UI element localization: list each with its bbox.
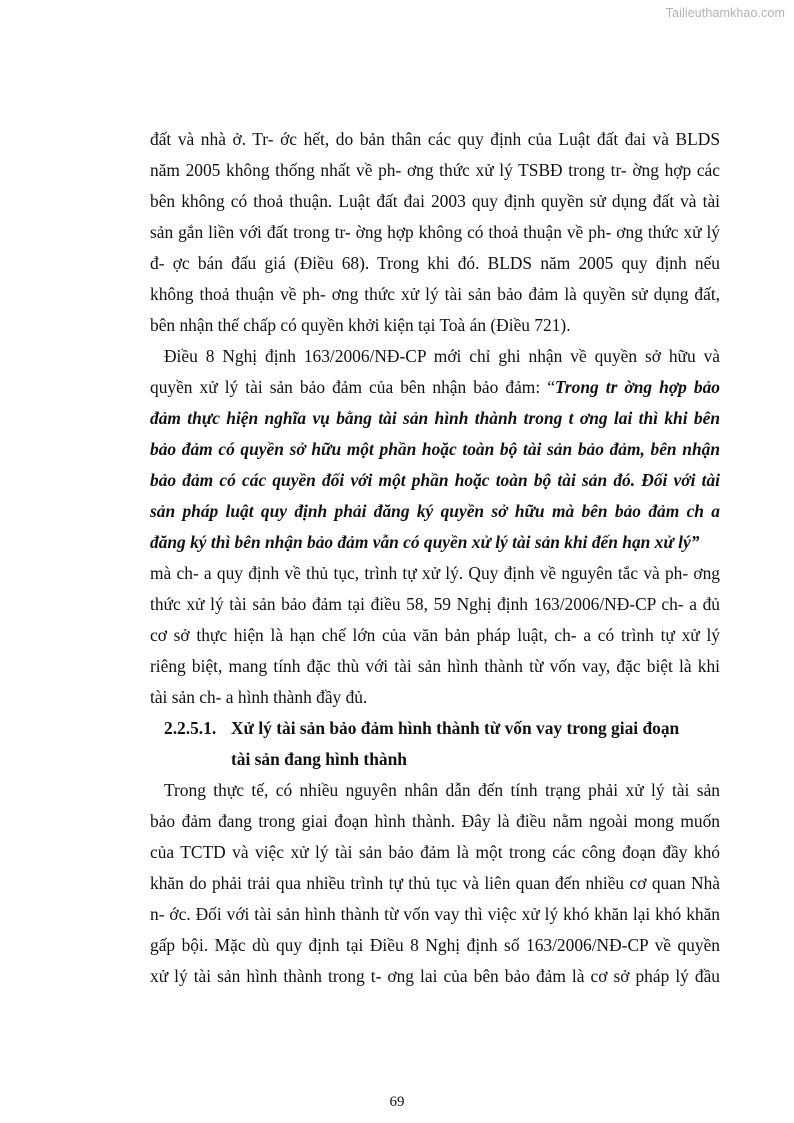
text-line: đ- ợc bán đấu giá (Điều 68). Trong khi đó. BLDS năm 2005 quy định nếu bbox=[150, 253, 720, 273]
heading-title: Xử lý tài sản bảo đảm hình thành từ vốn vay trong giai đoạn bbox=[231, 718, 680, 738]
text-line: gấp bội. Mặc dù quy định tại Điều 8 Nghị định số 163/2006/NĐ-CP về quyền bbox=[150, 935, 720, 955]
text-line: n- ớc. Đối với tài sản hình thành từ vốn vay thì việc xử lý khó khăn lại khó khăn bbox=[150, 904, 720, 924]
quote-line: bảo đảm có các quyền đối với một phần hoặc toàn bộ tài sản đó. Đối với tài bbox=[150, 470, 720, 490]
text-line: bên không có thoả thuận. Luật đất đai 2003 quy định quyền sử dụng đất và tài bbox=[150, 191, 720, 211]
text-line: sản gắn liền với đất trong tr- ờng hợp không có thoả thuận về ph- ơng thức xử lý bbox=[150, 222, 720, 242]
text-line: riêng biệt, mang tính đặc thù với tài sản hình thành từ vốn vay, đặc biệt là khi bbox=[150, 656, 720, 676]
paragraph bbox=[150, 775, 720, 992]
text-line: thức xử lý tài sản bảo đảm tại điều 58, 59 Nghị định 163/2006/NĐ-CP ch- a đủ bbox=[150, 594, 720, 614]
text-line bbox=[150, 372, 720, 403]
text-line: cơ sở thực hiện là hạn chế lớn của văn bản pháp luật, ch- a có trình tự xử lý bbox=[150, 625, 720, 645]
quote-line: đảm thực hiện nghĩa vụ bằng tài sản hình thành trong t ơng lai thì khi bên bbox=[150, 408, 720, 428]
text-line: của TCTD và việc xử lý tài sản bảo đảm là một trong các công đoạn đầy khó bbox=[150, 842, 720, 862]
text-span: quyền xử lý tài sản bảo đảm của bên nhận bảo đảm: “ bbox=[150, 377, 555, 397]
text-line: đất và nhà ở. Tr- ớc hết, do bản thân các quy định của Luật đất đai và BLDS bbox=[150, 129, 720, 149]
section-number: 2.2.5.1. bbox=[164, 718, 217, 738]
text-line: xử lý tài sản hình thành trong t- ơng lai của bên bảo đảm là cơ sở pháp lý đầu bbox=[150, 966, 720, 986]
text-line: bảo đảm đang trong giai đoạn hình thành. Đây là điều nằm ngoài mong muốn bbox=[150, 811, 720, 831]
quote-line: bảo đảm có quyền sở hữu một phần hoặc toàn bộ tài sản bảo đảm, bên nhận bbox=[150, 439, 720, 459]
text-line: mà ch- a quy định về thủ tục, trình tự xử lý. Quy định về nguyên tắc và ph- ơng bbox=[150, 563, 720, 583]
quote-text: Trong tr ờng hợp bảo bbox=[554, 377, 720, 397]
quote-line: đăng ký thì bên nhận bảo đảm vẫn có quyền xử lý tài sản khi đến hạn xử lý” bbox=[150, 532, 700, 552]
quote-line: sản pháp luật quy định phải đăng ký quyền sở hữu mà bên bảo đảm ch a bbox=[150, 501, 720, 521]
paragraph bbox=[150, 124, 720, 341]
text-line: bên nhận thế chấp có quyền khởi kiện tại Toà án (Điều 721). bbox=[150, 315, 571, 335]
paragraph bbox=[150, 341, 720, 713]
watermark: Tailieuthamkhao.com bbox=[665, 6, 785, 20]
heading-line: tài sản đang hình thành bbox=[231, 749, 407, 769]
text-line: khăn do phải trải qua nhiều trình tự thủ tục và liên quan đến nhiều cơ quan Nhà bbox=[150, 873, 720, 893]
text-line: Trong thực tế, có nhiều nguyên nhân dẫn đến tính trạng phải xử lý tài sản bbox=[164, 780, 720, 800]
text-line: tài sản ch- a hình thành đầy đủ. bbox=[150, 687, 368, 707]
heading-line bbox=[150, 713, 720, 744]
text-line: Điều 8 Nghị định 163/2006/NĐ-CP mới chỉ ghi nhận về quyền sở hữu và bbox=[164, 346, 720, 366]
text-line: năm 2005 không thống nhất về ph- ơng thức xử lý TSBĐ trong tr- ờng hợp các bbox=[150, 160, 720, 180]
text-line: không thoả thuận về ph- ơng thức xử lý tài sản bảo đảm là quyền sử dụng đất, bbox=[150, 284, 720, 304]
page-number: 69 bbox=[389, 1094, 405, 1110]
page-body bbox=[150, 124, 720, 992]
section-heading bbox=[150, 713, 720, 775]
